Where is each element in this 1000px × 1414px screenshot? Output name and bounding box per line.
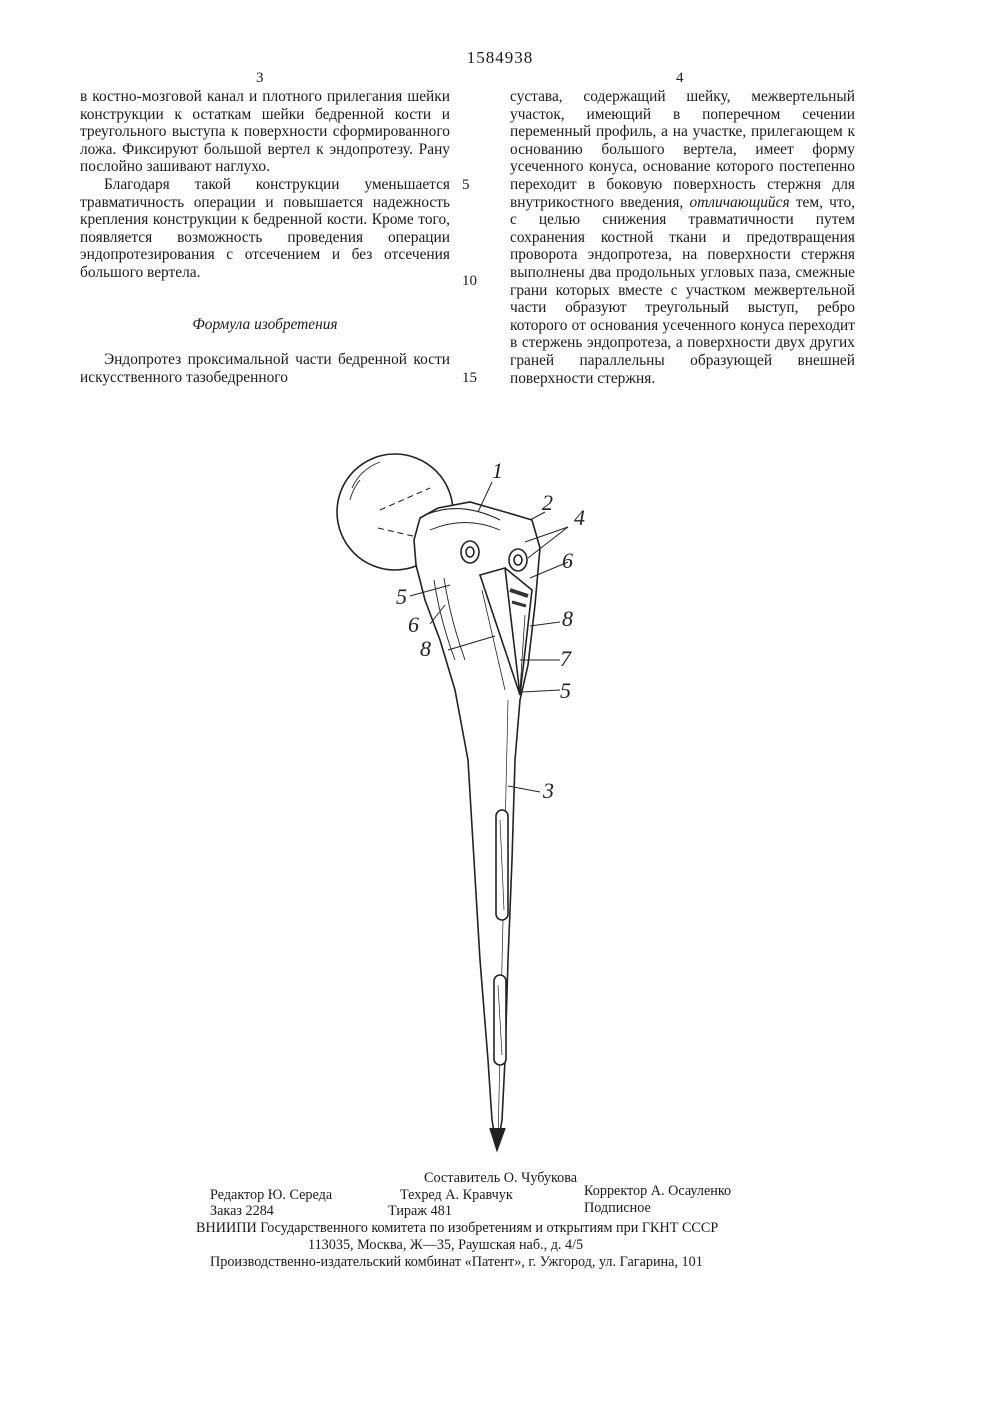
column-number-left: 3 <box>256 70 264 86</box>
claim-text-after: тем, что, с целью снижения травматичности путем сохранения костной ткани и предотвращения проворота эндопротеза, на поверхности стержня выполнены два продольных угловых паза, смежные грани которых вместе с участком межвертельной части образуют треугольный выступ, ребро которого от основания усеченного конуса переходит в стержень эндопротеза, а поверхности двух других граней параллельны образующей внешней поверхности стержня. <box>510 193 855 387</box>
footer-editor: Редактор Ю. Середа <box>210 1187 333 1203</box>
footer-techred: Техред А. Кравчук <box>400 1187 513 1203</box>
figure-label-8-right: 8 <box>562 606 573 631</box>
footer-org-line2: 113035, Москва, Ж—35, Раушская наб., д. 4/5 <box>308 1237 584 1253</box>
claim-emphasis: отличающийся <box>689 193 790 211</box>
figure-label-4: 4 <box>574 505 585 530</box>
footer-order: Заказ 2284 <box>210 1203 274 1219</box>
line-number-15: 15 <box>462 370 477 386</box>
figure-label-3: 3 <box>543 778 554 803</box>
figure-label-7: 7 <box>560 646 571 671</box>
left-column <box>80 88 450 386</box>
figure-label-5-left: 5 <box>396 584 407 609</box>
figure-label-6-right: 6 <box>562 548 573 573</box>
left-paragraph-1: в костно-мозговой канал и плотного прилегания шейки конструкции к остаткам шейки бедренной кости и треугольного выступа к поверхности сформированного ложа. Фиксируют большой вертел к эндопротезу. Рану послойно зашивают наглухо. <box>80 88 450 176</box>
line-number-10: 10 <box>462 273 477 289</box>
column-number-right: 4 <box>676 70 684 86</box>
footer-corrector: Корректор А. Осауленко <box>584 1183 732 1199</box>
footer-subscription: Подписное <box>584 1200 651 1216</box>
right-column <box>510 88 855 387</box>
footer-compiler: Составитель О. Чубукова <box>424 1170 578 1186</box>
hole-1 <box>461 541 479 563</box>
figure-label-8-left: 8 <box>420 636 431 661</box>
footer-org-line1: ВНИИПИ Государственного комитета по изобретениям и открытиям при ГКНТ СССР <box>196 1220 719 1236</box>
patent-number: 1584938 <box>466 48 534 67</box>
section-heading: Формула изобретения <box>192 315 338 333</box>
line-number-5: 5 <box>462 177 470 193</box>
stem-outline <box>414 502 540 1150</box>
footer-circulation: Тираж 481 <box>388 1203 452 1219</box>
hole-2 <box>509 549 527 571</box>
figure-label-5-right: 5 <box>560 678 571 703</box>
figure-label-1: 1 <box>492 458 503 483</box>
left-paragraph-3: Эндопротез проксимальной части бедренной кости искусственного тазобедренного <box>80 351 450 386</box>
figure-label-2: 2 <box>542 490 553 515</box>
right-paragraph <box>510 88 855 387</box>
endoprosthesis-drawing <box>300 440 640 1160</box>
claim-text-before: сустава, содержащий шейку, межвертельный участок, имеющий в поперечном сечении переменный профиль, а на участке, прилегающем к основанию большого вертела, имеет форму усеченного конуса, основание которого постепенно переходит в боковую поверхность стержня для внутрикостного введения, <box>510 88 855 211</box>
footer-publisher: Производственно-издательский комбинат «Патент», г. Ужгород, ул. Гагарина, 101 <box>210 1254 703 1270</box>
figure-label-6-left: 6 <box>408 612 419 637</box>
left-paragraph-2: Благодаря такой конструкции уменьшается травматичность операции и повышается надежность крепления конструкции к бедренной кости. Кроме того, появляется возможность проведения операции эндопротезирования с отсечением и без отсечения большого вертела. <box>80 175 450 281</box>
